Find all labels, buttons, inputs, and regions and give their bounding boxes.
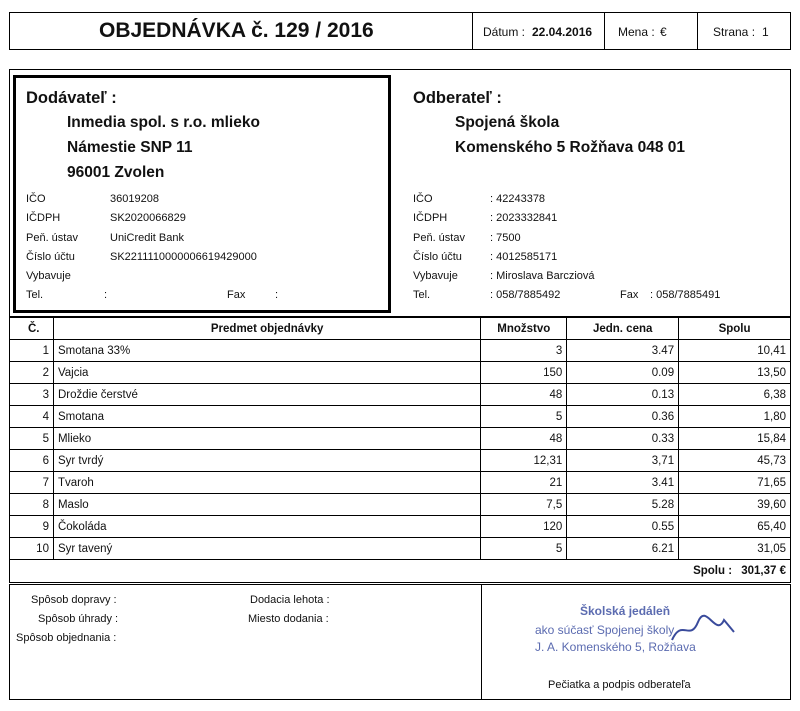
row-qty: 12,31	[481, 450, 567, 472]
row-no: 9	[10, 516, 54, 538]
row-total: 13,50	[679, 362, 791, 384]
document-title: OBJEDNÁVKA č. 129 / 2016	[99, 19, 374, 42]
customer-account-label: Číslo účtu	[413, 251, 462, 263]
payment-label: Spôsob úhrady :	[38, 613, 119, 625]
customer-icdph-label: IČDPH	[413, 212, 448, 224]
row-no: 5	[10, 428, 54, 450]
supplier-bank-value: UniCredit Bank	[110, 232, 184, 244]
header-divider-1	[472, 12, 473, 50]
row-qty: 5	[481, 406, 567, 428]
row-price: 0.36	[567, 406, 679, 428]
supplier-ico-value: 36019208	[110, 193, 159, 205]
supplier-icdph-label: IČDPH	[26, 212, 61, 224]
supplier-icdph-value: SK2020066829	[110, 212, 186, 224]
table-row	[10, 450, 791, 472]
row-no: 8	[10, 494, 54, 516]
row-qty: 48	[481, 428, 567, 450]
col-header-total: Spolu	[679, 318, 791, 340]
row-total: 39,60	[679, 494, 791, 516]
table-row	[10, 428, 791, 450]
row-item: Smotana	[53, 406, 480, 428]
row-total: 71,65	[679, 472, 791, 494]
row-price: 0.13	[567, 384, 679, 406]
row-total: 65,40	[679, 516, 791, 538]
row-qty: 48	[481, 384, 567, 406]
table-row	[10, 406, 791, 428]
customer-tel-label: Tel.	[413, 289, 431, 301]
row-no: 1	[10, 340, 54, 362]
supplier-fax-label: Fax	[227, 289, 246, 301]
supplier-contact-label: Vybavuje	[26, 270, 71, 282]
customer-contact-value: : Miroslava Barcziová	[490, 270, 595, 282]
page-label: Strana :	[713, 25, 756, 39]
currency-label: Mena :	[618, 25, 655, 39]
header-divider-3	[697, 12, 698, 50]
table-row	[10, 384, 791, 406]
table-row	[10, 494, 791, 516]
customer-account-value: : 4012585171	[490, 251, 558, 263]
row-qty: 7,5	[481, 494, 567, 516]
table-row	[10, 516, 791, 538]
stamp-line-3: J. A. Komenského 5, Rožňava	[535, 640, 696, 654]
currency-value: €	[660, 25, 667, 39]
supplier-ico-label: IČO	[26, 193, 46, 205]
signature-scribble	[668, 612, 738, 648]
row-item: Mlieko	[53, 428, 480, 450]
row-no: 6	[10, 450, 54, 472]
supplier-name: Inmedia spol. s r.o. mlieko	[67, 114, 260, 131]
row-price: 3.41	[567, 472, 679, 494]
row-item: Smotana 33%	[53, 340, 480, 362]
date-label: Dátum :	[483, 25, 526, 39]
row-qty: 21	[481, 472, 567, 494]
row-qty: 5	[481, 538, 567, 560]
signature-label: Pečiatka a podpis odberateľa	[548, 679, 691, 691]
row-item: Čokoláda	[53, 516, 480, 538]
ordering-label: Spôsob objednania :	[16, 632, 117, 644]
delivery-term-label: Dodacia lehota :	[250, 594, 330, 606]
row-qty: 150	[481, 362, 567, 384]
supplier-tel-label: Tel.	[26, 289, 44, 301]
customer-fax-label: Fax	[620, 289, 639, 301]
row-total: 10,41	[679, 340, 791, 362]
col-header-price: Jedn. cena	[567, 318, 679, 340]
row-no: 2	[10, 362, 54, 384]
row-item: Syr tavený	[53, 538, 480, 560]
header-divider-2	[604, 12, 605, 50]
items-table-header	[10, 318, 791, 340]
table-row	[10, 472, 791, 494]
page-value: 1	[762, 25, 769, 39]
table-row	[10, 538, 791, 560]
delivery-place-label: Miesto dodania :	[248, 613, 329, 625]
transport-label: Spôsob dopravy :	[31, 594, 117, 606]
supplier-city: 96001 Zvolen	[67, 164, 165, 181]
row-no: 7	[10, 472, 54, 494]
customer-heading: Odberateľ :	[413, 89, 502, 107]
supplier-tel-value: :	[104, 289, 108, 301]
customer-name: Spojená škola	[455, 114, 560, 131]
row-no: 3	[10, 384, 54, 406]
row-price: 3.47	[567, 340, 679, 362]
total-label: Spolu :	[693, 565, 733, 577]
row-price: 5.28	[567, 494, 679, 516]
supplier-heading: Dodávateľ :	[26, 89, 117, 107]
total-value: 301,37 €	[741, 565, 786, 577]
col-header-item: Predmet objednávky	[53, 318, 480, 340]
customer-contact-label: Vybavuje	[413, 270, 458, 282]
customer-tel-value: : 058/7885492	[490, 289, 561, 301]
table-row	[10, 362, 791, 384]
supplier-fax-value: :	[275, 289, 279, 301]
supplier-street: Námestie SNP 11	[67, 139, 193, 156]
stamp-line-1: Školská jedáleň	[580, 604, 671, 618]
customer-bank-value: : 7500	[490, 232, 521, 244]
row-price: 3,71	[567, 450, 679, 472]
row-total: 15,84	[679, 428, 791, 450]
row-price: 0.55	[567, 516, 679, 538]
date-value: 22.04.2016	[532, 25, 593, 39]
row-price: 0.09	[567, 362, 679, 384]
supplier-bank-label: Peň. ústav	[26, 232, 78, 244]
row-item: Vajcia	[53, 362, 480, 384]
supplier-account-label: Číslo účtu	[26, 251, 75, 263]
customer-ico-value: : 42243378	[490, 193, 546, 205]
row-item: Tvaroh	[53, 472, 480, 494]
customer-fax-value: : 058/7885491	[650, 289, 721, 301]
customer-bank-label: Peň. ústav	[413, 232, 465, 244]
stamp-line-2: ako súčasť Spojenej školy	[535, 623, 675, 637]
col-header-qty: Množstvo	[481, 318, 567, 340]
table-row	[10, 340, 791, 362]
total-row	[10, 560, 791, 583]
row-total: 31,05	[679, 538, 791, 560]
row-no: 10	[10, 538, 54, 560]
row-price: 6.21	[567, 538, 679, 560]
row-total: 1,80	[679, 406, 791, 428]
customer-ico-label: IČO	[413, 193, 433, 205]
col-header-no: Č.	[10, 318, 54, 340]
row-item: Syr tvrdý	[53, 450, 480, 472]
customer-icdph-value: : 2023332841	[490, 212, 558, 224]
row-qty: 120	[481, 516, 567, 538]
items-table	[9, 317, 791, 583]
row-total: 6,38	[679, 384, 791, 406]
row-item: Droždie čerstvé	[53, 384, 480, 406]
customer-street: Komenského 5 Rožňava 048 01	[455, 139, 686, 156]
row-price: 0.33	[567, 428, 679, 450]
supplier-account-value: SK2211110000006619429000	[110, 251, 257, 263]
row-no: 4	[10, 406, 54, 428]
row-total: 45,73	[679, 450, 791, 472]
footer-divider	[481, 584, 482, 700]
row-qty: 3	[481, 340, 567, 362]
row-item: Maslo	[53, 494, 480, 516]
